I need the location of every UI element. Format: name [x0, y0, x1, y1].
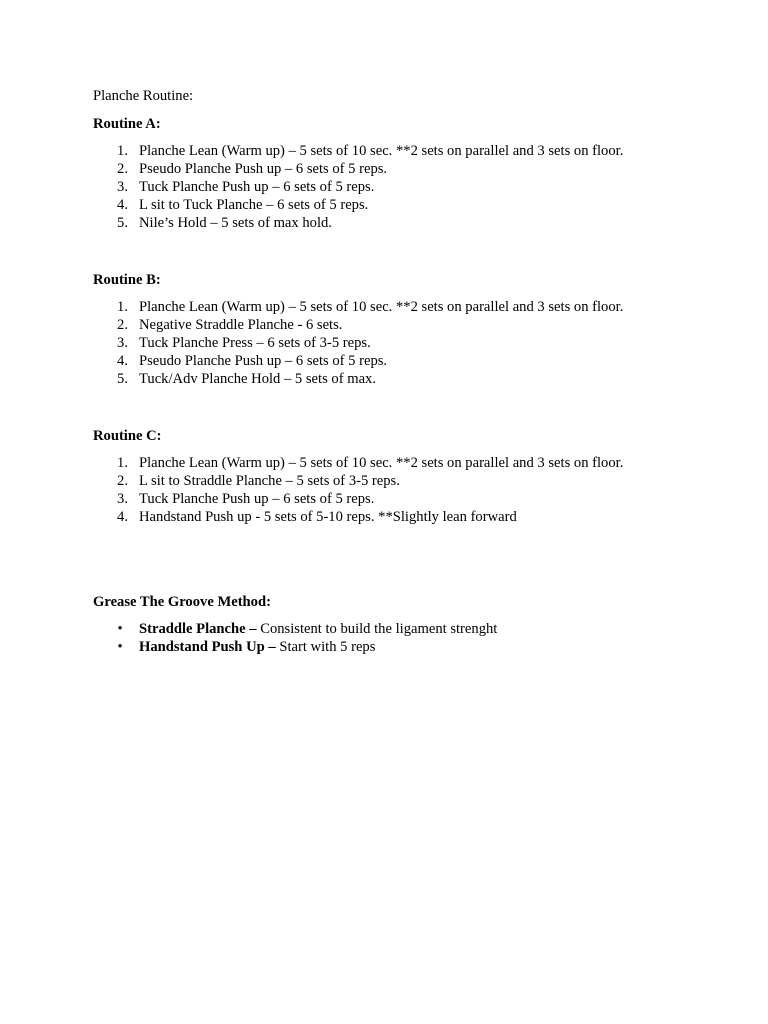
list-number: 4.	[117, 353, 128, 369]
list-number: 2.	[117, 161, 128, 177]
list-number: 4.	[117, 197, 128, 213]
list-item-detail: Consistent to build the ligament strenght	[256, 621, 498, 637]
list-number: 3.	[117, 335, 128, 351]
list-item-text: Planche Lean (Warm up) – 5 sets of 10 sec. **2 sets on parallel and 3 sets on floor.	[139, 143, 624, 159]
list-number: 3.	[117, 491, 128, 507]
list-item-text: Tuck/Adv Planche Hold – 5 sets of max.	[139, 371, 376, 387]
routine-c-heading: Routine C:	[93, 428, 162, 444]
list-number: 4.	[117, 509, 128, 525]
list-item-text: L sit to Straddle Planche – 5 sets of 3-5 reps.	[139, 473, 400, 489]
list-item-text: Planche Lean (Warm up) – 5 sets of 10 sec. **2 sets on parallel and 3 sets on floor.	[139, 299, 624, 315]
document-title: Planche Routine:	[93, 88, 194, 104]
list-item-text: Tuck Planche Push up – 6 sets of 5 reps.	[139, 179, 375, 195]
list-item-text: Negative Straddle Planche - 6 sets.	[139, 317, 343, 333]
list-number: 1.	[117, 455, 128, 471]
routine-b-heading: Routine B:	[93, 272, 161, 288]
grease-groove-heading: Grease The Groove Method:	[93, 594, 271, 610]
list-item-text: Handstand Push up - 5 sets of 5-10 reps. **Slightly lean forward	[139, 509, 517, 525]
list-item-text: Planche Lean (Warm up) – 5 sets of 10 sec. **2 sets on parallel and 3 sets on floor.	[139, 455, 624, 471]
list-number: 5.	[117, 371, 128, 387]
bullet-icon: •	[117, 621, 123, 637]
list-number: 2.	[117, 317, 128, 333]
list-item-text: Tuck Planche Press – 6 sets of 3-5 reps.	[139, 335, 371, 351]
list-item-bold: Handstand Push Up –	[139, 639, 276, 655]
list-item-text	[139, 638, 375, 656]
list-item-bold: Straddle Planche –	[139, 621, 257, 637]
list-item-text: Tuck Planche Push up – 6 sets of 5 reps.	[139, 491, 375, 507]
list-item-text: L sit to Tuck Planche – 6 sets of 5 reps.	[139, 197, 369, 213]
list-item-text: Pseudo Planche Push up – 6 sets of 5 reps.	[139, 161, 388, 177]
list-item-text: Nile’s Hold – 5 sets of max hold.	[139, 215, 332, 231]
list-item-detail: Start with 5 reps	[275, 639, 376, 655]
list-number: 3.	[117, 179, 128, 195]
list-number: 5.	[117, 215, 128, 231]
bullet-icon: •	[117, 639, 123, 655]
routine-a-heading: Routine A:	[93, 116, 161, 132]
list-item-text: Pseudo Planche Push up – 6 sets of 5 reps.	[139, 353, 388, 369]
list-item-text	[139, 620, 497, 638]
list-number: 2.	[117, 473, 128, 489]
list-number: 1.	[117, 143, 128, 159]
list-number: 1.	[117, 299, 128, 315]
